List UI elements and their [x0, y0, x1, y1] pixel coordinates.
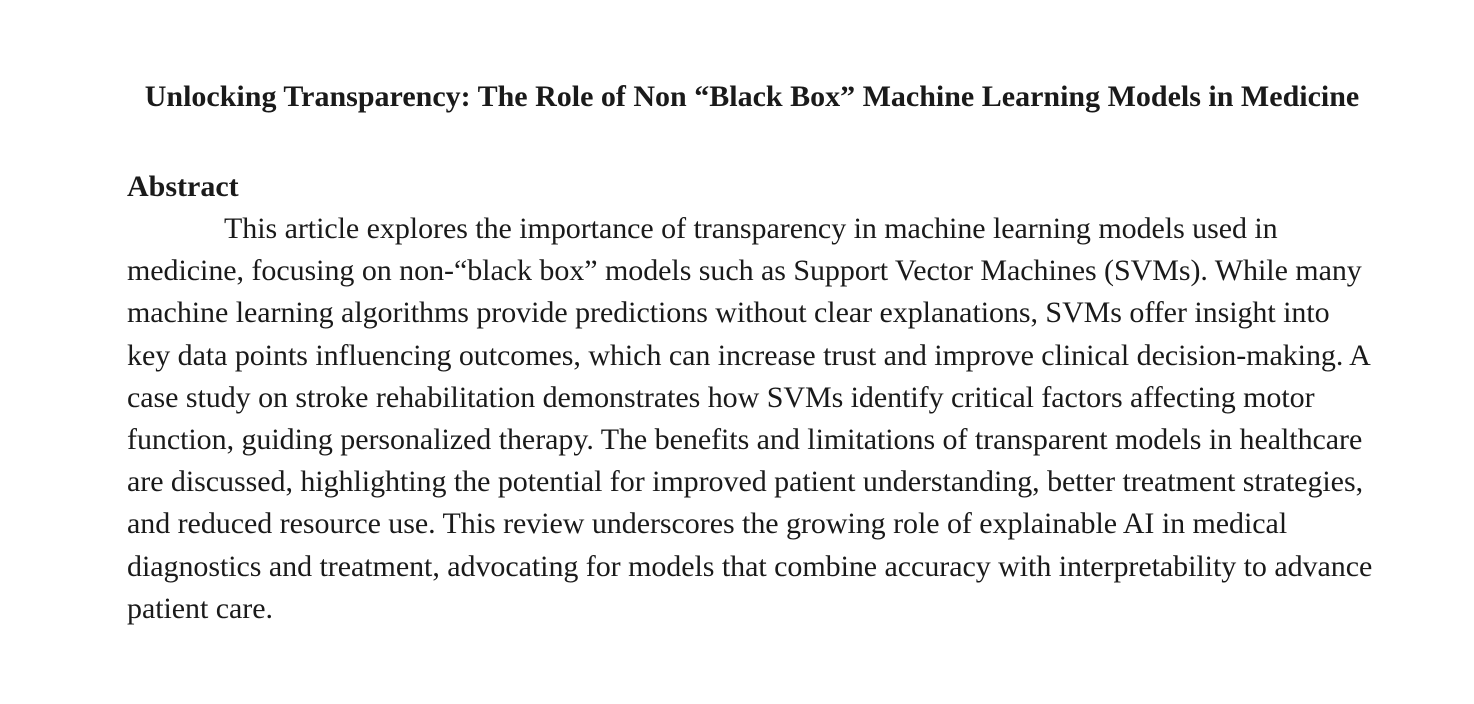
- abstract-heading: Abstract: [127, 170, 239, 203]
- document-title: Unlocking Transparency: The Role of Non “Black Box” Machine Learning Models in Medicine: [144, 80, 1360, 113]
- document-page: [127, 76, 1377, 630]
- abstract-section: [127, 166, 1377, 630]
- abstract-body: This article explores the importance of transparency in machine learning models used in medicine, focusing on non-“black box” models such as Support Vector Machines (SVMs). While many machine learning algorithms provide predictions without clear explanations, SVMs offer insight into key data points influencing outcomes, which can increase trust and improve clinical decision-making. A case study on stroke rehabilitation demonstrates how SVMs identify critical factors affecting motor function, guiding personalized therapy. The benefits and limitations of transparent models in healthcare are discussed, highlighting the potential for improved patient understanding, better treatment strategies, and reduced resource use. This review underscores the growing role of explainable AI in medical diagnostics and treatment, advocating for models that combine accuracy with interpretability to advance patient care.: [127, 212, 1373, 625]
